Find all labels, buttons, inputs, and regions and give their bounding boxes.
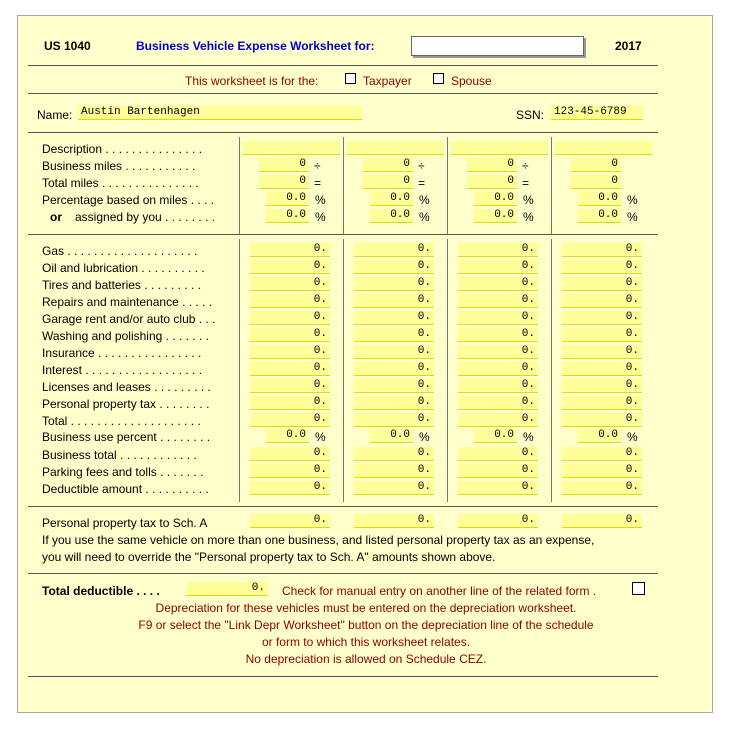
business-use-percent-label: Business use percent . . . . . . . .: [42, 430, 211, 444]
worksheet-panel: [17, 15, 713, 713]
expense-row-label: Insurance . . . . . . . . . . . . . . . .: [42, 346, 202, 360]
depreciation-note: No depreciation is allowed on Schedule CEZ.: [245, 652, 487, 666]
business-miles-field[interactable]: 0: [259, 158, 309, 172]
column-divider: [447, 137, 448, 234]
assigned-percent-field[interactable]: 0.0: [266, 209, 309, 223]
column-divider: [447, 239, 448, 502]
total-amount-field[interactable]: 0.: [562, 447, 642, 461]
expense-amount-field[interactable]: 0.: [354, 362, 434, 376]
divider: [28, 506, 658, 507]
expense-amount-field[interactable]: 0.: [250, 345, 330, 359]
expense-row-label: Repairs and maintenance . . . . .: [42, 295, 213, 309]
percentage-field[interactable]: 0.0: [370, 192, 413, 206]
total-amount-field[interactable]: 0.: [562, 481, 642, 495]
assigned-percent-field[interactable]: 0.0: [578, 209, 621, 223]
business-use-percent-field[interactable]: 0.0: [266, 429, 309, 443]
expense-row-label: Garage rent and/or auto club . . .: [42, 312, 216, 326]
percent-sign: %: [627, 210, 638, 224]
expense-amount-field[interactable]: 0.: [354, 328, 434, 342]
worksheet-title: Business Vehicle Expense Worksheet for:: [136, 39, 375, 53]
total-miles-field[interactable]: 0: [571, 175, 621, 189]
expense-row-label: Oil and lubrication . . . . . . . . . .: [42, 261, 205, 275]
depreciation-note: F9 or select the "Link Depr Worksheet" button on the depreciation line of the schedule: [138, 618, 594, 632]
expense-amount-field[interactable]: 0.: [250, 413, 330, 427]
total-row-label: Parking fees and tolls . . . . . . .: [42, 465, 204, 479]
expense-amount-field[interactable]: 0.: [458, 243, 538, 257]
taxpayer-checkbox[interactable]: [345, 73, 356, 84]
expense-amount-field[interactable]: 0.: [250, 277, 330, 291]
expense-amount-field[interactable]: 0.: [458, 294, 538, 308]
description-label: Description . . . . . . . . . . . . . . .: [42, 142, 203, 156]
total-row-label: Business total . . . . . . . . . . . .: [42, 448, 197, 462]
form-code: US 1040: [44, 39, 91, 53]
total-miles-field[interactable]: 0: [259, 175, 309, 189]
business-miles-field[interactable]: 0: [363, 158, 413, 172]
expense-amount-field[interactable]: 0.: [354, 243, 434, 257]
business-miles-field[interactable]: 0: [467, 158, 517, 172]
total-amount-field[interactable]: 0.: [562, 464, 642, 478]
total-amount-field[interactable]: 0.: [354, 464, 434, 478]
expense-amount-field[interactable]: 0.: [562, 413, 642, 427]
expense-amount-field[interactable]: 0.: [354, 294, 434, 308]
expense-amount-field[interactable]: 0.: [458, 362, 538, 376]
expense-amount-field[interactable]: 0.: [354, 277, 434, 291]
percentage-field[interactable]: 0.0: [474, 192, 517, 206]
divide-sign: ÷: [418, 159, 425, 173]
expense-amount-field[interactable]: 0.: [562, 311, 642, 325]
expense-row-label: Personal property tax . . . . . . . .: [42, 397, 210, 411]
divider: [28, 132, 658, 133]
total-amount-field[interactable]: 0.: [458, 481, 538, 495]
equals-sign: =: [522, 176, 530, 190]
total-amount-field[interactable]: 0.: [354, 447, 434, 461]
percent-sign: %: [315, 430, 326, 444]
name-field[interactable]: Austin Bartenhagen: [78, 106, 362, 120]
divide-sign: ÷: [314, 159, 321, 173]
column-divider: [551, 239, 552, 502]
expense-amount-field[interactable]: 0.: [354, 345, 434, 359]
expense-row-label: Total . . . . . . . . . . . . . . . . . . . .: [42, 414, 201, 428]
ssn-label: SSN:: [516, 108, 545, 122]
spouse-label: Spouse: [451, 74, 492, 88]
spouse-checkbox[interactable]: [433, 73, 444, 84]
sch-a-field[interactable]: 0.: [458, 514, 538, 528]
expense-amount-field[interactable]: 0.: [458, 379, 538, 393]
total-amount-field[interactable]: 0.: [458, 447, 538, 461]
expense-row-label: Licenses and leases . . . . . . . . .: [42, 380, 211, 394]
expense-amount-field[interactable]: 0.: [562, 294, 642, 308]
expense-amount-field[interactable]: 0.: [458, 345, 538, 359]
divider: [28, 676, 658, 677]
percent-sign: %: [315, 193, 326, 207]
expense-amount-field[interactable]: 0.: [250, 311, 330, 325]
expense-amount-field[interactable]: 0.: [562, 396, 642, 410]
expense-amount-field[interactable]: 0.: [354, 260, 434, 274]
description-field[interactable]: [555, 141, 652, 155]
manual-entry-checkbox[interactable]: [632, 582, 645, 595]
expense-amount-field[interactable]: 0.: [458, 260, 538, 274]
total-amount-field[interactable]: 0.: [354, 481, 434, 495]
expense-amount-field[interactable]: 0.: [250, 396, 330, 410]
business-use-percent-field[interactable]: 0.0: [474, 429, 517, 443]
description-field[interactable]: [347, 141, 444, 155]
equals-sign: =: [418, 176, 426, 190]
expense-amount-field[interactable]: 0.: [562, 277, 642, 291]
depreciation-note: or form to which this worksheet relates.: [261, 635, 471, 649]
assigned-percent-field[interactable]: 0.0: [474, 209, 517, 223]
divide-sign: ÷: [522, 159, 529, 173]
divider: [28, 65, 658, 66]
expense-amount-field[interactable]: 0.: [562, 362, 642, 376]
sch-a-field[interactable]: 0.: [354, 514, 434, 528]
expense-amount-field[interactable]: 0.: [458, 311, 538, 325]
expense-amount-field[interactable]: 0.: [562, 260, 642, 274]
column-divider: [551, 137, 552, 234]
column-divider: [239, 239, 240, 502]
business-use-percent-field[interactable]: 0.0: [370, 429, 413, 443]
sch-a-field[interactable]: 0.: [562, 514, 642, 528]
total-row-label: Deductible amount . . . . . . . . . .: [42, 482, 209, 496]
percent-sign: %: [419, 430, 430, 444]
assigned-label: assigned by you . . . . . . . .: [75, 210, 216, 224]
total-deductible-label: Total deductible . . . .: [42, 584, 160, 598]
divider: [28, 93, 658, 94]
ssn-field[interactable]: 123-45-6789: [551, 106, 643, 120]
percentage-field[interactable]: 0.0: [578, 192, 621, 206]
expense-amount-field[interactable]: 0.: [458, 328, 538, 342]
sch-a-field[interactable]: 0.: [250, 514, 330, 528]
name-label: Name:: [37, 108, 73, 122]
percent-sign: %: [523, 210, 534, 224]
expense-amount-field[interactable]: 0.: [562, 328, 642, 342]
total-miles-field[interactable]: 0: [467, 175, 517, 189]
total-deductible-field[interactable]: 0.: [186, 582, 268, 596]
expense-amount-field[interactable]: 0.: [562, 345, 642, 359]
equals-sign: =: [314, 176, 322, 190]
assigned-percent-field[interactable]: 0.0: [370, 209, 413, 223]
expense-amount-field[interactable]: 0.: [562, 379, 642, 393]
expense-amount-field[interactable]: 0.: [250, 294, 330, 308]
total-amount-field[interactable]: 0.: [250, 481, 330, 495]
expense-amount-field[interactable]: 0.: [250, 379, 330, 393]
worksheet-for-input[interactable]: [411, 36, 584, 56]
expense-amount-field[interactable]: 0.: [354, 379, 434, 393]
total-miles-label: Total miles . . . . . . . . . . . . . . .: [42, 176, 199, 190]
sch-a-note: If you use the same vehicle on more than one business, and listed personal property tax as an expense,: [42, 533, 595, 547]
percent-sign: %: [523, 193, 534, 207]
percentage-field[interactable]: 0.0: [266, 192, 309, 206]
percent-sign: %: [627, 193, 638, 207]
expense-row-label: Washing and polishing . . . . . . .: [42, 329, 209, 343]
worksheet-for-label: This worksheet is for the:: [185, 74, 319, 88]
total-amount-field[interactable]: 0.: [458, 464, 538, 478]
business-miles-field[interactable]: 0: [571, 158, 621, 172]
expense-row-label: Interest . . . . . . . . . . . . . . . . . .: [42, 363, 203, 377]
column-divider: [343, 239, 344, 502]
description-field[interactable]: [451, 141, 548, 155]
total-amount-field[interactable]: 0.: [250, 447, 330, 461]
percent-sign: %: [523, 430, 534, 444]
business-miles-label: Business miles . . . . . . . . . . .: [42, 159, 196, 173]
percentage-label: Percentage based on miles . . . .: [42, 193, 215, 207]
percent-sign: %: [315, 210, 326, 224]
divider: [28, 234, 658, 235]
tax-year: 2017: [615, 39, 642, 53]
expense-row-label: Tires and batteries . . . . . . . . .: [42, 278, 201, 292]
divider: [28, 573, 658, 574]
total-amount-field[interactable]: 0.: [250, 464, 330, 478]
expense-amount-field[interactable]: 0.: [354, 311, 434, 325]
expense-amount-field[interactable]: 0.: [250, 260, 330, 274]
expense-amount-field[interactable]: 0.: [458, 277, 538, 291]
depreciation-note: Depreciation for these vehicles must be entered on the depreciation worksheet.: [155, 601, 577, 615]
description-field[interactable]: [243, 141, 340, 155]
taxpayer-label: Taxpayer: [363, 74, 412, 88]
or-label: or: [50, 210, 62, 224]
expense-amount-field[interactable]: 0.: [354, 396, 434, 410]
sch-a-label: Personal property tax to Sch. A: [42, 516, 208, 530]
manual-entry-label: Check for manual entry on another line of the related form .: [282, 584, 597, 598]
column-divider: [343, 137, 344, 234]
percent-sign: %: [627, 430, 638, 444]
percent-sign: %: [419, 210, 430, 224]
column-divider: [239, 137, 240, 234]
total-miles-field[interactable]: 0: [363, 175, 413, 189]
expense-amount-field[interactable]: 0.: [250, 328, 330, 342]
expense-row-label: Gas . . . . . . . . . . . . . . . . . . . .: [42, 244, 198, 258]
expense-amount-field[interactable]: 0.: [562, 243, 642, 257]
sch-a-note: you will need to override the "Personal property tax to Sch. A" amounts shown above.: [42, 550, 496, 564]
expense-amount-field[interactable]: 0.: [354, 413, 434, 427]
expense-amount-field[interactable]: 0.: [458, 396, 538, 410]
expense-amount-field[interactable]: 0.: [458, 413, 538, 427]
percent-sign: %: [419, 193, 430, 207]
expense-amount-field[interactable]: 0.: [250, 243, 330, 257]
business-use-percent-field[interactable]: 0.0: [578, 429, 621, 443]
expense-amount-field[interactable]: 0.: [250, 362, 330, 376]
